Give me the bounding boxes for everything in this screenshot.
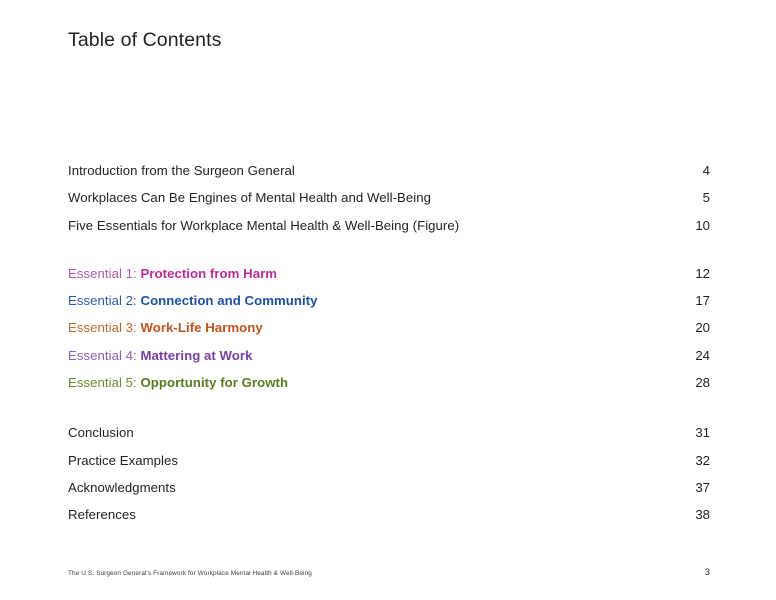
toc-entry-page-number: 20 [695,320,710,336]
toc-entry-label [68,375,288,390]
toc-entry-essential-3[interactable] [68,320,710,347]
essential-prefix: Essential 2: [68,293,137,309]
essential-prefix: Essential 4: [68,347,137,363]
essential-prefix: Essential 5: [68,375,137,391]
toc-entry-essential-4[interactable] [68,348,710,375]
toc-entry-essential-2[interactable] [68,293,710,320]
toc-entry-workplaces-engines[interactable] [68,190,710,217]
toc-entry-label: References [68,507,136,523]
toc-entry-conclusion[interactable] [68,425,710,452]
essential-title: Connection and Community [140,293,318,309]
toc-group-divider [68,245,710,266]
toc-entry-label [68,320,263,335]
footer-page-number: 3 [704,567,710,577]
page-footer [68,567,710,577]
toc-group-front-matter [68,163,710,245]
toc-entry-page-number: 32 [695,452,710,468]
toc-entry-page-number: 24 [695,347,710,363]
toc-entry-label: Introduction from the Surgeon General [68,163,295,178]
essential-title: Opportunity for Growth [140,375,289,391]
toc-entry-references[interactable] [68,507,710,534]
essential-prefix: Essential 3: [68,320,137,336]
toc-entry-page-number: 5 [702,190,710,206]
essential-title: Protection from Harm [140,265,278,281]
toc-entry-acknowledgments[interactable] [68,480,710,507]
toc-entry-label [68,293,318,308]
footer-document-title: The U.S. Surgeon General's Framework for Workplace Mental Health & Well-Being [68,570,312,577]
essential-title: Mattering at Work [140,347,253,363]
toc-group-divider [68,402,710,425]
toc-entry-introduction[interactable] [68,163,710,190]
toc-entry-essential-1[interactable] [68,266,710,293]
toc-entry-label [68,348,252,363]
toc-entry-page-number: 12 [695,265,710,281]
toc-entry-practice-examples[interactable] [68,453,710,480]
essential-prefix: Essential 1: [68,265,137,281]
toc-entry-label [68,266,277,281]
toc-entry-label: Practice Examples [68,452,179,468]
essential-title: Work-Life Harmony [140,320,263,336]
toc-entry-five-essentials-figure[interactable] [68,218,710,245]
toc-entry-label: Five Essentials for Workplace Mental Health & Well-Being (Figure) [68,217,460,233]
toc-entry-page-number: 38 [695,507,710,523]
toc-entry-page-number: 17 [695,293,710,309]
toc-entry-essential-5[interactable] [68,375,710,402]
toc-entry-page-number: 10 [695,217,710,233]
toc-entry-page-number: 31 [695,425,710,441]
toc-entry-page-number: 4 [702,163,710,178]
toc-entry-label: Acknowledgments [68,479,176,495]
page-title: Table of Contents [68,29,222,51]
toc-group-essentials [68,266,710,402]
toc-group-back-matter [68,425,710,534]
table-of-contents [68,163,710,535]
toc-entry-label: Conclusion [68,425,134,441]
toc-entry-label: Workplaces Can Be Engines of Mental Health and Well-Being [68,190,432,206]
toc-entry-page-number: 28 [695,375,710,391]
toc-entry-page-number: 37 [695,479,710,495]
